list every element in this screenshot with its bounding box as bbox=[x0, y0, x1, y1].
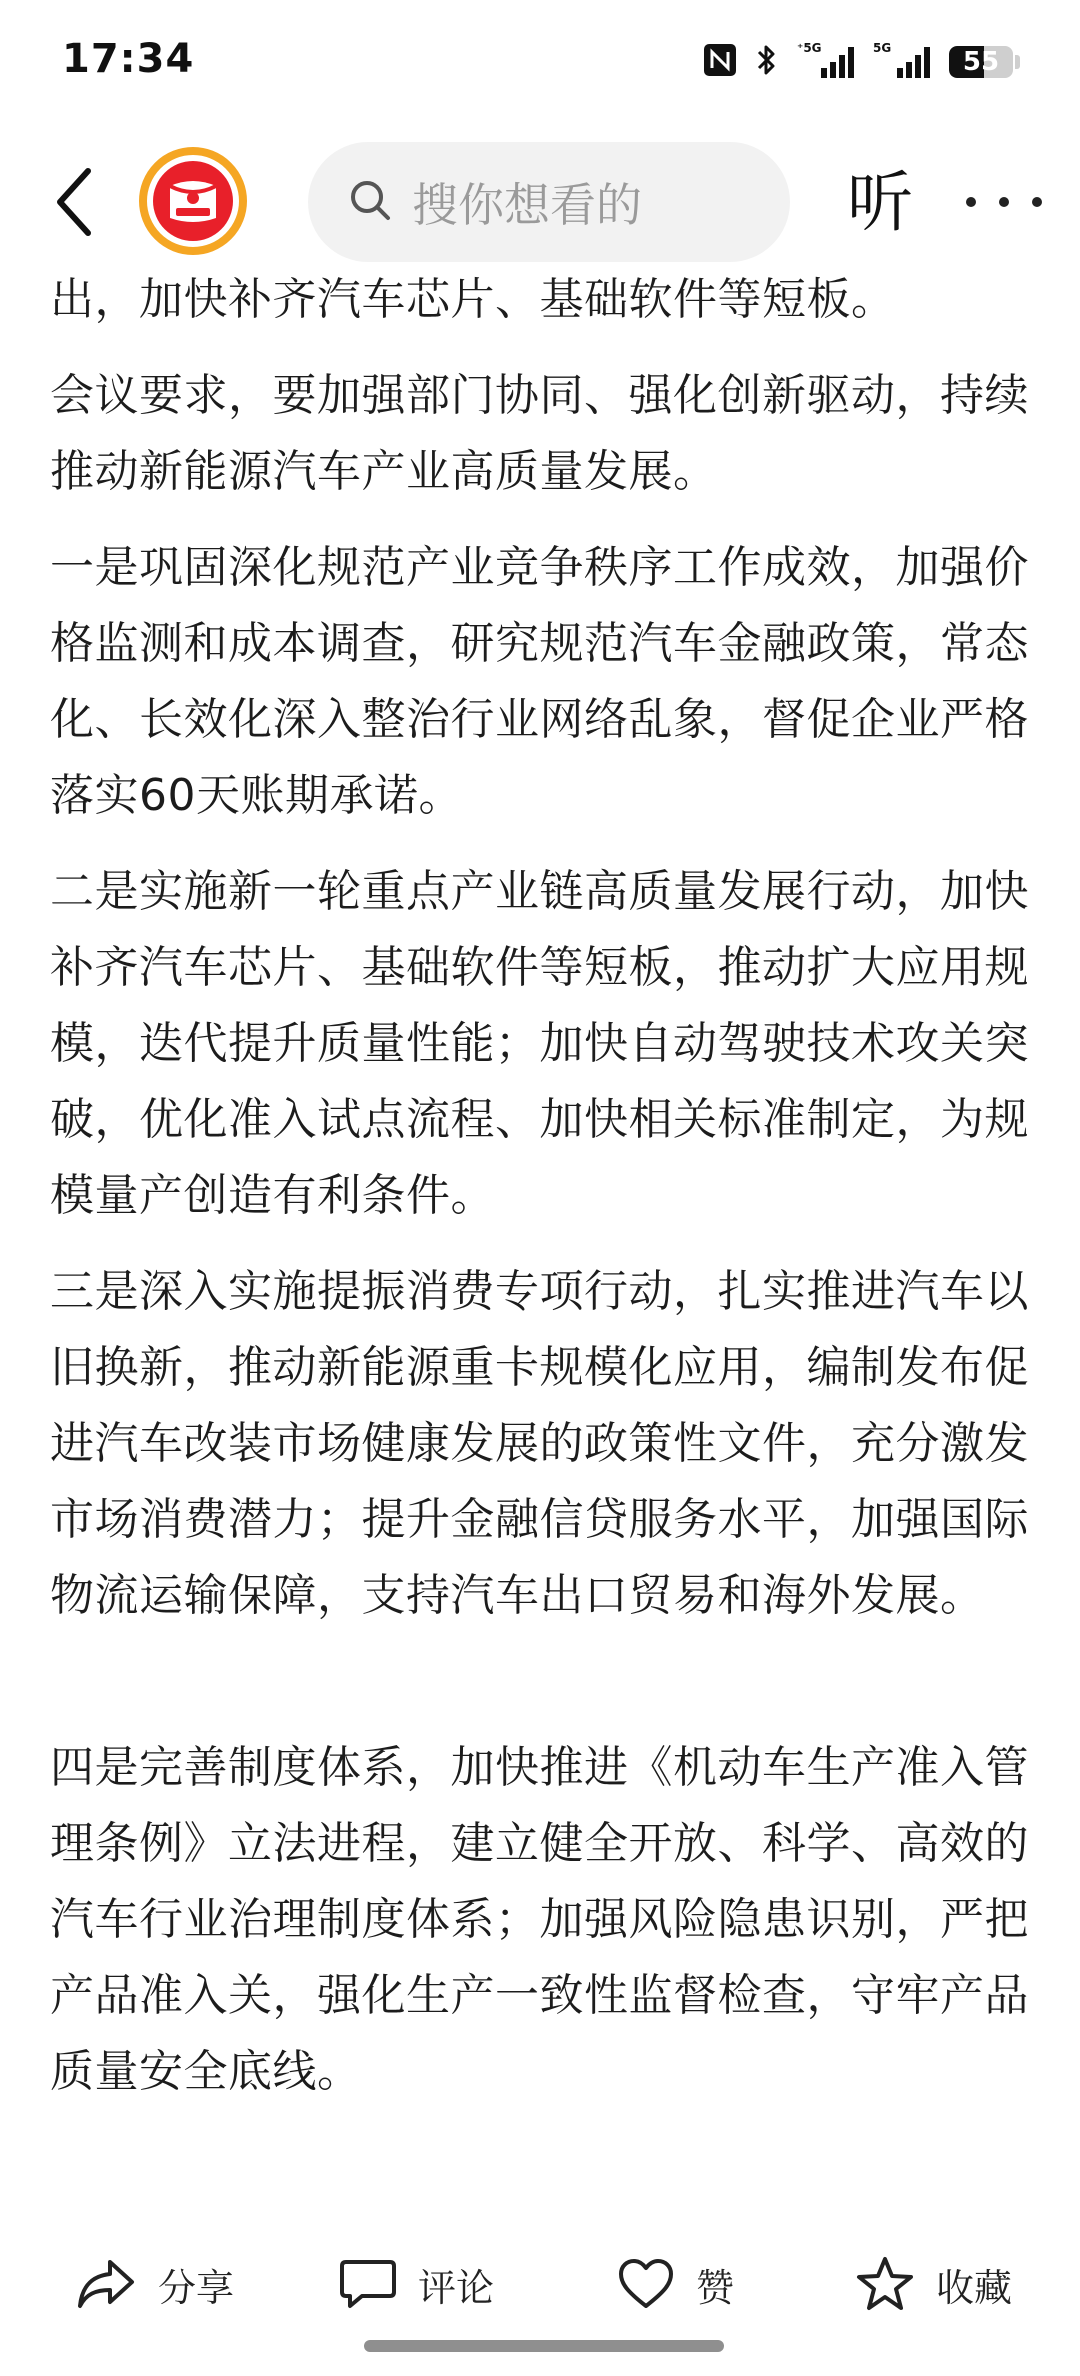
status-bar bbox=[0, 0, 1080, 130]
search-input[interactable] bbox=[308, 142, 790, 262]
listen-button[interactable]: 听 bbox=[847, 164, 913, 241]
article-paragraph: 会议要求，要加强部门协同、强化创新驱动，持续推动新能源汽车产业高质量发展。 bbox=[50, 370, 1029, 497]
share-label: 分享 bbox=[158, 2265, 235, 2310]
more-button[interactable] bbox=[966, 174, 1042, 230]
status-time: 17:34 bbox=[62, 36, 195, 82]
article-paragraph: 出，加快补齐汽车芯片、基础软件等短板。 bbox=[50, 274, 896, 325]
signal-5g-icon bbox=[797, 40, 855, 84]
comment-button[interactable] bbox=[340, 2232, 494, 2336]
nfc-icon bbox=[703, 43, 737, 81]
more-icon bbox=[999, 197, 1009, 207]
back-button[interactable] bbox=[44, 162, 104, 242]
comment-icon bbox=[340, 2258, 396, 2310]
article-paragraph: 一是巩固深化规范产业竞争秩序工作成效，加强价格监测和成本调查，研究规范汽车金融政策，常态化、长效化深入整治行业网络乱象，督促企业严格落实60天账期承诺。 bbox=[50, 542, 1029, 821]
more-icon bbox=[966, 197, 976, 207]
search-placeholder: 搜你想看的 bbox=[412, 178, 642, 232]
svg-text:⁺5G: ⁺5G bbox=[797, 41, 822, 55]
article-paragraph: 四是完善制度体系，加快推进《机动车生产准入管理条例》立法进程，建立健全开放、科学、高效的汽车行业治理制度体系；加强风险隐患识别，严把产品准入关，强化生产一致性监督检查，守牢产品质量安全底线。 bbox=[50, 1742, 1029, 2097]
comment-label: 评论 bbox=[418, 2265, 495, 2310]
star-icon bbox=[856, 2256, 914, 2312]
bottom-action-bar bbox=[0, 2232, 1080, 2336]
like-button[interactable] bbox=[618, 2232, 734, 2336]
signal-5g-icon bbox=[873, 40, 931, 84]
home-indicator[interactable] bbox=[364, 2340, 724, 2352]
favorite-label: 收藏 bbox=[936, 2265, 1013, 2310]
article-paragraph: 二是实施新一轮重点产业链高质量发展行动，加快补齐汽车芯片、基础软件等短板，推动扩大应用规模，迭代提升质量性能；加快自动驾驶技术攻关突破，优化准入试点流程、加快相关标准制定，为规模量产创造有利条件。 bbox=[50, 866, 1029, 1221]
status-icons bbox=[703, 40, 1020, 84]
heart-icon bbox=[618, 2258, 674, 2310]
share-button[interactable] bbox=[76, 2232, 234, 2336]
article-paragraph: 三是深入实施提振消费专项行动，扎实推进汽车以旧换新，推动新能源重卡规模化应用，编制发布促进汽车改装市场健康发展的政策性文件，充分激发市场消费潜力；提升金融信贷服务水平，加强国际物流运输保障，支持汽车出口贸易和海外发展。 bbox=[50, 1266, 1029, 1621]
app-logo[interactable] bbox=[138, 146, 248, 256]
search-icon bbox=[348, 178, 392, 226]
battery-icon bbox=[949, 46, 1013, 78]
more-icon bbox=[1032, 197, 1042, 207]
svg-text:5G: 5G bbox=[873, 41, 892, 55]
top-nav-bar bbox=[0, 130, 1080, 275]
favorite-button[interactable] bbox=[856, 2232, 1012, 2336]
like-label: 赞 bbox=[696, 2265, 735, 2310]
battery-percent: 55 bbox=[962, 47, 1000, 77]
back-chevron-icon bbox=[54, 167, 94, 237]
share-icon bbox=[76, 2256, 136, 2312]
battery-cap bbox=[1015, 55, 1020, 69]
article-body bbox=[50, 262, 1040, 2130]
bluetooth-icon bbox=[755, 42, 779, 82]
